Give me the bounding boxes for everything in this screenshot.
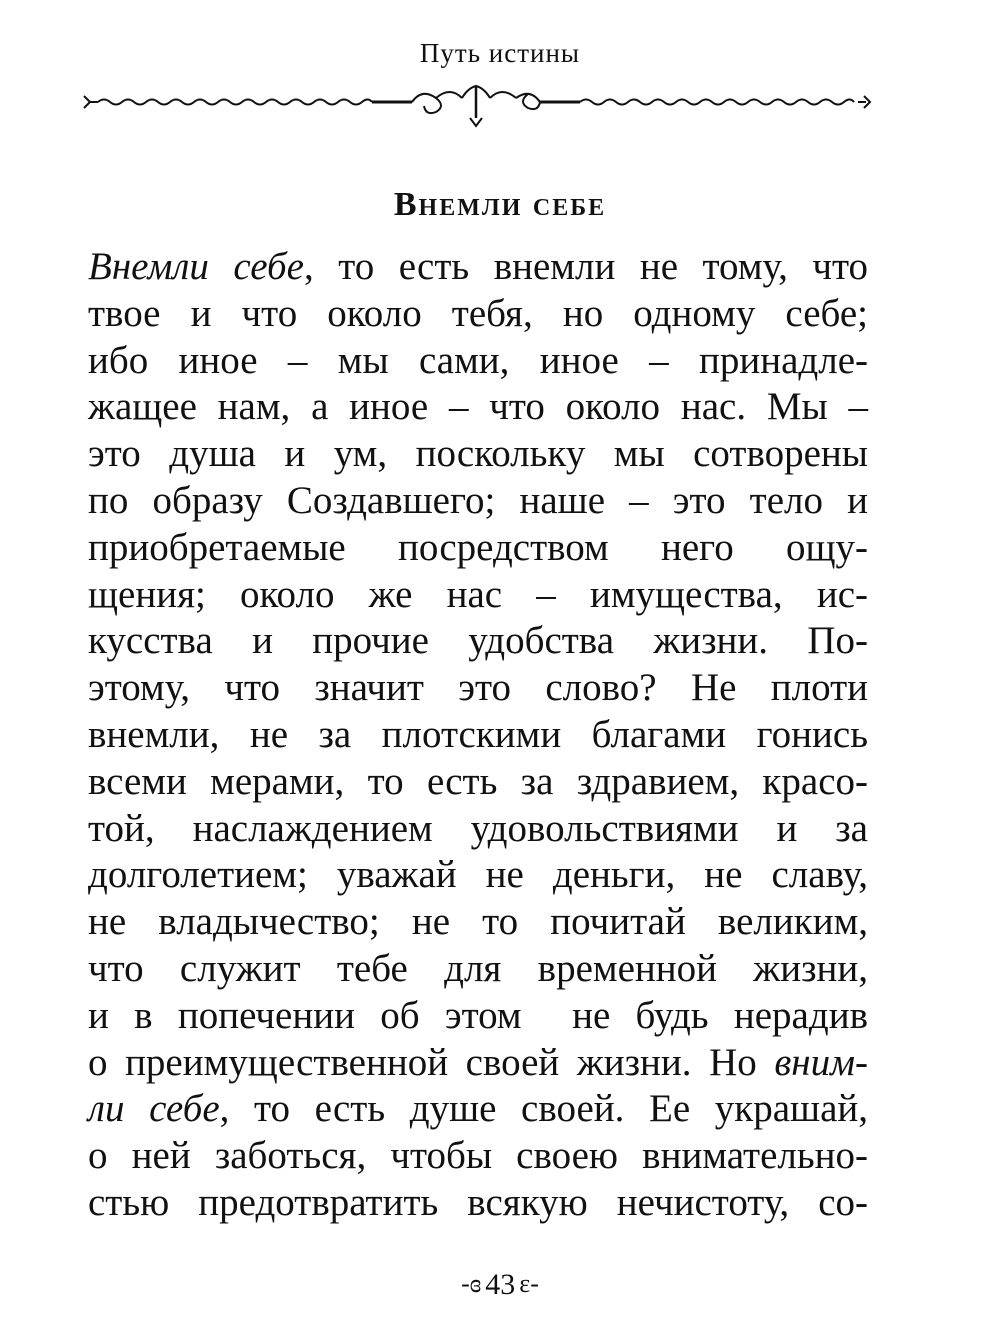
text-line bbox=[88, 525, 868, 572]
text-line bbox=[88, 338, 868, 385]
text-line bbox=[88, 852, 868, 899]
text-line bbox=[88, 244, 868, 291]
text-segment: это душа и ум, поскольку мы сотворены bbox=[88, 432, 868, 476]
scroll-flourish-divider-icon bbox=[82, 80, 872, 130]
text-line bbox=[88, 759, 868, 806]
text-segment: кусства и прочие удобства жизни. По- bbox=[88, 619, 868, 663]
emphasized-text: вним- bbox=[774, 1040, 868, 1084]
text-segment: приобретаемые посредством него ощу- bbox=[88, 525, 868, 569]
text-segment: стью предотвратить всякую нечистоту, со- bbox=[88, 1180, 868, 1224]
text-segment: , то есть внемли не тому, что bbox=[303, 245, 869, 288]
text-line bbox=[88, 618, 868, 665]
text-segment: твое и что около тебя, но одному себе; bbox=[88, 291, 868, 335]
text-line bbox=[88, 806, 868, 853]
text-line bbox=[88, 384, 868, 431]
text-line bbox=[88, 1086, 868, 1133]
chapter-title: Внемли себе bbox=[393, 186, 607, 223]
text-line bbox=[88, 899, 868, 946]
page-folio bbox=[0, 1268, 1000, 1302]
text-line bbox=[88, 1133, 868, 1180]
text-line bbox=[88, 665, 868, 712]
folio-right-flourish-icon: ɛ- bbox=[519, 1269, 539, 1298]
text-segment: , то есть душе своей. Ее украшай, bbox=[219, 1087, 868, 1131]
text-line bbox=[88, 946, 868, 993]
text-segment: щения; около же нас – имущества, ис- bbox=[88, 572, 868, 616]
text-line bbox=[88, 1180, 868, 1227]
text-line bbox=[88, 712, 868, 759]
text-line bbox=[88, 1040, 868, 1087]
emphasized-text: Внемли себе bbox=[88, 245, 304, 288]
text-segment: внемли, не за плотскими благами гонись bbox=[88, 712, 868, 756]
text-segment: по образу Создавшего; наше – это тело и bbox=[88, 478, 868, 522]
body-text bbox=[88, 244, 868, 1227]
text-segment: долголетием; уважай не деньги, не славу, bbox=[88, 853, 868, 897]
emphasized-text: ли себе bbox=[88, 1087, 220, 1131]
text-line bbox=[88, 291, 868, 338]
text-line bbox=[88, 572, 868, 619]
text-line bbox=[88, 431, 868, 478]
folio-left-flourish-icon: -ɞ bbox=[461, 1269, 482, 1298]
text-segment: о преимущественной своей жизни. Но bbox=[88, 1040, 775, 1084]
running-head: Путь истины bbox=[419, 38, 581, 68]
text-segment: ибо иное – мы сами, иное – принадле- bbox=[88, 338, 868, 382]
text-segment: и в попечении об этом не будь нерадив bbox=[88, 993, 868, 1037]
text-segment: что служит тебе для временной жизни, bbox=[88, 946, 868, 990]
text-segment: этому, что значит это слово? Не плоти bbox=[88, 666, 868, 710]
text-segment: той, наслаждением удовольствиями и за bbox=[88, 806, 868, 850]
text-line bbox=[88, 993, 868, 1040]
text-segment: о ней заботься, чтобы своею внимательно- bbox=[88, 1134, 868, 1178]
text-segment: не владычество; не то почитай великим, bbox=[88, 900, 868, 944]
page-number: 43 bbox=[485, 1268, 516, 1301]
text-segment: жащее нам, а иное – что около нас. Мы – bbox=[88, 385, 868, 429]
text-line bbox=[88, 478, 868, 525]
text-segment: всеми мерами, то есть за здравием, красо- bbox=[88, 759, 868, 803]
